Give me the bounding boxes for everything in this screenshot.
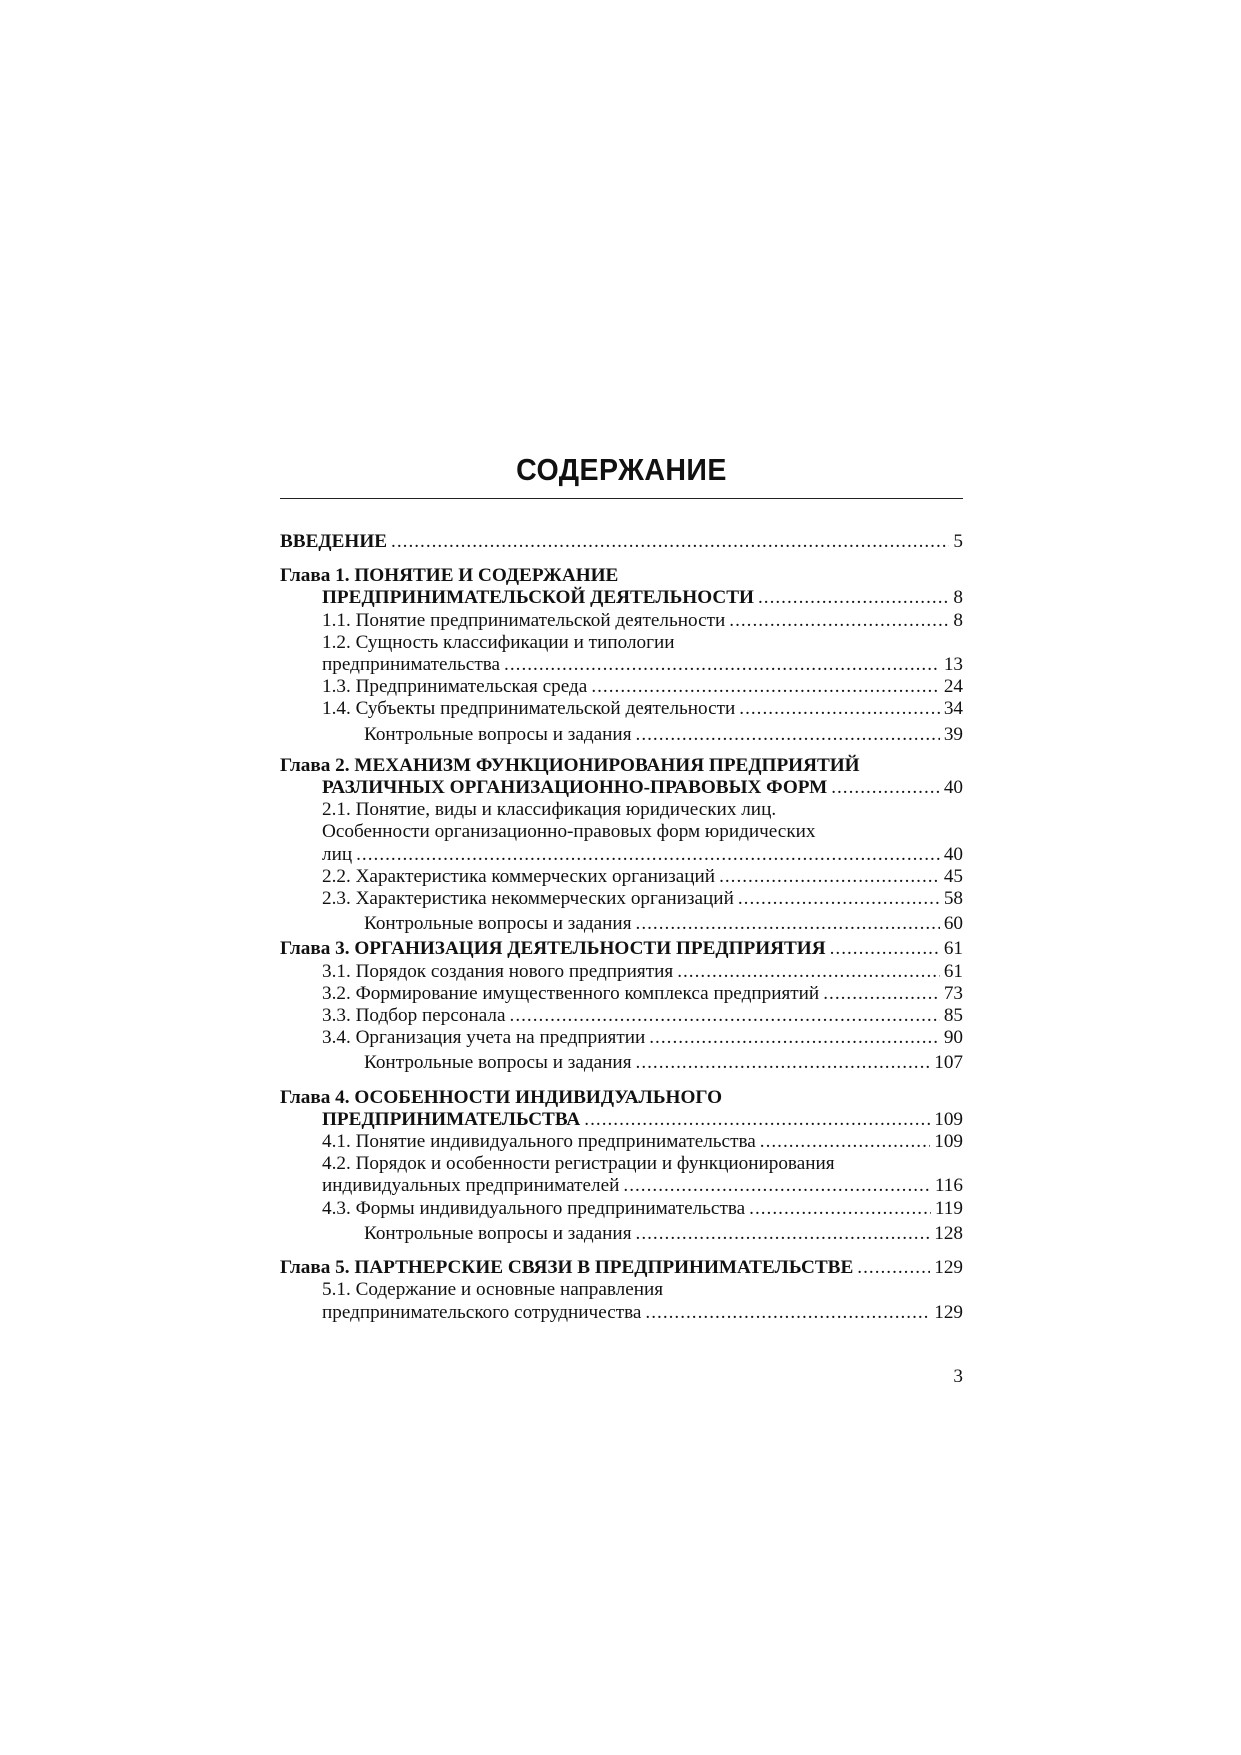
section-2-1-line2[interactable]: Особенности организационно-правовых форм юридических	[322, 821, 816, 843]
leader-dots	[623, 1175, 931, 1197]
section-5-1-page: 129	[934, 1301, 963, 1323]
leader-dots	[636, 1052, 931, 1074]
chapter-1-prefix: Глава 1.	[280, 565, 350, 587]
chapter-4-heading-line2[interactable]	[280, 1109, 963, 1131]
section-1-4-label: 1.4. Субъекты предпринимательской деятельности	[322, 698, 736, 720]
section-3-3-page: 85	[943, 1005, 963, 1027]
section-2-1-line1[interactable]: 2.1. Понятие, виды и классификация юридических лиц.	[322, 799, 777, 821]
section-2-1-line3: лиц	[322, 843, 353, 865]
chapter-3-questions-page: 107	[934, 1052, 963, 1074]
leader-dots	[391, 531, 949, 553]
section-3-2-label: 3.2. Формирование имущественного комплекса предприятий	[322, 982, 820, 1004]
chapter-3-page: 61	[943, 938, 963, 960]
chapter-3-questions-label: Контрольные вопросы и задания	[364, 1052, 632, 1074]
toc-entry-2-2[interactable]	[280, 866, 963, 888]
leader-dots	[636, 913, 940, 935]
toc-entry-4-3[interactable]	[280, 1198, 963, 1220]
leader-dots	[504, 654, 940, 676]
section-2-2-page: 45	[943, 865, 963, 887]
leader-dots	[823, 983, 940, 1005]
section-3-4-page: 90	[943, 1027, 963, 1049]
section-1-3-label: 1.3. Предпринимательская среда	[322, 676, 588, 698]
chapter-4-questions-label: Контрольные вопросы и задания	[364, 1222, 632, 1244]
section-3-4-label: 3.4. Организация учета на предприятии	[322, 1027, 646, 1049]
section-1-2-line1[interactable]: 1.2. Сущность классификации и типологии	[322, 631, 675, 653]
leader-dots	[636, 724, 940, 746]
chapter-4-page: 109	[934, 1108, 963, 1130]
chapter-2-questions-label: Контрольные вопросы и задания	[364, 913, 632, 935]
chapter-2-prefix: Глава 2.	[280, 754, 350, 776]
intro-label: ВВЕДЕНИЕ	[280, 531, 388, 552]
toc-entry-1-3[interactable]	[280, 676, 963, 698]
chapter-4-title-line2: ПРЕДПРИНИМАТЕЛЬСТВА	[322, 1108, 581, 1130]
chapter-3-prefix: Глава 3.	[280, 938, 350, 960]
chapter-3-heading[interactable]	[280, 938, 963, 960]
section-4-2-page: 116	[934, 1175, 963, 1197]
toc-entry-3-questions[interactable]	[280, 1052, 963, 1074]
section-5-1-line1[interactable]: 5.1. Содержание и основные направления	[322, 1279, 664, 1301]
toc-entry-2-1[interactable]	[280, 844, 963, 866]
intro-page: 5	[953, 531, 963, 552]
chapter-2-page: 40	[943, 777, 963, 799]
leader-dots	[738, 888, 940, 910]
toc-entry-1-2[interactable]	[280, 654, 963, 676]
chapter-2-questions-page: 60	[943, 913, 963, 935]
section-3-1-label: 3.1. Порядок создания нового предприятия	[322, 960, 674, 982]
leader-dots	[645, 1302, 930, 1324]
chapter-2-heading-line2[interactable]	[280, 777, 963, 799]
chapter-4-heading-line1[interactable]	[280, 1087, 963, 1109]
toc-entry-3-1[interactable]	[280, 961, 963, 983]
section-4-3-label: 4.3. Формы индивидуального предпринимательства	[322, 1197, 746, 1219]
chapter-1-heading-line1[interactable]	[280, 565, 963, 587]
chapter-5-heading[interactable]	[280, 1257, 963, 1279]
toc-entry-1-1[interactable]	[280, 610, 963, 632]
chapter-5-prefix: Глава 5.	[280, 1257, 350, 1279]
chapter-4-questions-page: 128	[934, 1222, 963, 1244]
leader-dots	[729, 610, 949, 632]
section-4-2-line1[interactable]: 4.2. Порядок и особенности регистрации и функционирования	[322, 1153, 835, 1175]
section-2-3-label: 2.3. Характеристика некоммерческих организаций	[322, 888, 734, 910]
leader-dots	[758, 587, 949, 609]
chapter-5-title-line1: ПАРТНЕРСКИЕ СВЯЗИ В ПРЕДПРИНИМАТЕЛЬСТВЕ	[354, 1257, 854, 1279]
toc-entry-3-2[interactable]	[280, 983, 963, 1005]
leader-dots	[510, 1005, 940, 1027]
section-3-3-label: 3.3. Подбор персонала	[322, 1005, 506, 1027]
leader-dots	[857, 1257, 930, 1279]
section-2-1-page: 40	[943, 843, 963, 865]
leader-dots	[749, 1198, 931, 1220]
leader-dots	[356, 844, 940, 866]
toc-entry-3-4[interactable]	[280, 1027, 963, 1049]
chapter-2-title-line2: РАЗЛИЧНЫХ ОРГАНИЗАЦИОННО-ПРАВОВЫХ ФОРМ	[322, 777, 828, 799]
section-2-3-page: 58	[943, 888, 963, 910]
leader-dots	[830, 938, 940, 960]
leader-dots	[719, 866, 940, 888]
chapter-1-questions-label: Контрольные вопросы и задания	[364, 723, 632, 745]
table-of-contents	[280, 531, 963, 1324]
section-4-3-page: 119	[934, 1197, 963, 1219]
section-1-4-page: 34	[943, 698, 963, 720]
chapter-5-page: 129	[934, 1257, 963, 1279]
chapter-1-title-line1: ПОНЯТИЕ И СОДЕРЖАНИЕ	[354, 565, 619, 587]
leader-dots	[636, 1223, 931, 1245]
chapter-2-title-line1: МЕХАНИЗМ ФУНКЦИОНИРОВАНИЯ ПРЕДПРИЯТИЙ	[354, 754, 860, 776]
section-1-2-line2: предпринимательства	[322, 654, 501, 676]
section-2-2-label: 2.2. Характеристика коммерческих организаций	[322, 865, 716, 887]
chapter-3-title-line1: ОРГАНИЗАЦИЯ ДЕЯТЕЛЬНОСТИ ПРЕДПРИЯТИЯ	[354, 938, 826, 960]
section-4-1-label: 4.1. Понятие индивидуального предпринимательства	[322, 1131, 756, 1153]
toc-entry-intro[interactable]	[280, 531, 963, 553]
leader-dots	[831, 777, 940, 799]
section-4-1-page: 109	[934, 1131, 963, 1153]
toc-entry-2-3[interactable]	[280, 888, 963, 910]
chapter-2-heading-line1[interactable]	[280, 755, 963, 777]
leader-dots	[760, 1131, 930, 1153]
toc-entry-1-questions[interactable]	[280, 724, 963, 746]
section-1-1-page: 8	[953, 609, 963, 631]
chapter-1-page: 8	[953, 587, 963, 609]
leader-dots	[584, 1109, 930, 1131]
section-4-2-line2: индивидуальных предпринимателей	[322, 1175, 620, 1197]
chapter-1-questions-page: 39	[943, 723, 963, 745]
toc-entry-3-3[interactable]	[280, 1005, 963, 1027]
chapter-1-title-line2: ПРЕДПРИНИМАТЕЛЬСКОЙ ДЕЯТЕЛЬНОСТИ	[322, 587, 754, 609]
toc-entry-4-1[interactable]	[280, 1131, 963, 1153]
section-1-1-label: 1.1. Понятие предпринимательской деятельности	[322, 609, 726, 631]
toc-entry-1-4[interactable]	[280, 698, 963, 720]
leader-dots	[677, 961, 940, 983]
toc-entry-4-questions[interactable]	[280, 1223, 963, 1245]
leader-dots	[649, 1027, 940, 1049]
leader-dots	[739, 698, 940, 720]
section-5-1-line2: предпринимательского сотрудничества	[322, 1301, 642, 1323]
toc-entry-5-1[interactable]	[280, 1302, 963, 1324]
section-1-2-page: 13	[943, 654, 963, 676]
toc-entry-4-2[interactable]	[280, 1175, 963, 1197]
chapter-1-heading-line2[interactable]	[280, 587, 963, 609]
chapter-4-title-line1: ОСОБЕННОСТИ ИНДИВИДУАЛЬНОГО	[354, 1086, 723, 1108]
leader-dots	[591, 676, 939, 698]
title-rule	[280, 498, 963, 499]
chapter-4-prefix: Глава 4.	[280, 1086, 350, 1108]
page-title: СОДЕРЖАНИЕ	[516, 452, 727, 487]
section-3-1-page: 61	[943, 960, 963, 982]
toc-entry-2-questions[interactable]	[280, 913, 963, 935]
section-1-3-page: 24	[943, 676, 963, 698]
section-3-2-page: 73	[943, 982, 963, 1004]
page-number: 3	[953, 1366, 963, 1387]
